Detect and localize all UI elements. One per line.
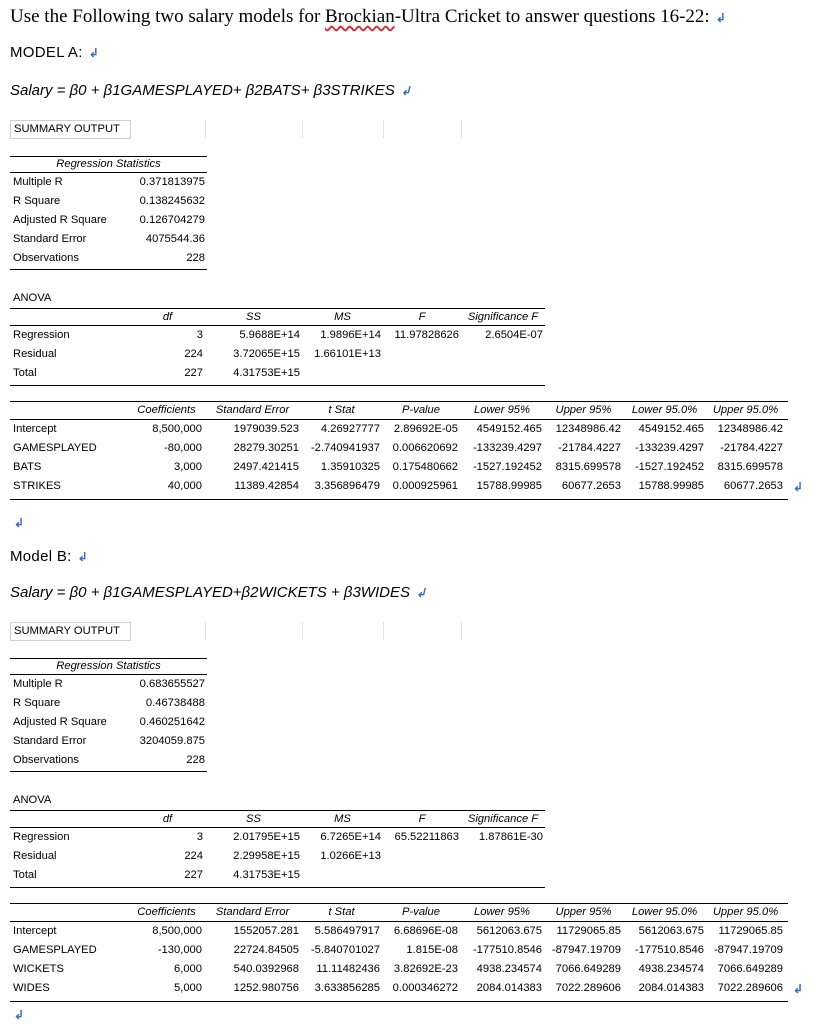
coefficient-cell: -2.740941937 [310,442,380,454]
anova-header: MS [334,813,351,825]
coefficient-cell: 4549152.465 [476,423,542,435]
coefficient-cell: -1527.192452 [634,461,704,473]
grid-line [461,622,462,640]
anova-label: ANOVA [13,794,52,806]
anova-cell: 6.7265E+14 [320,831,381,843]
table-rule [10,401,788,402]
coefficient-cell: 12348986.42 [555,423,621,435]
coefficient-row-label: Intercept [13,423,57,435]
table-rule [10,308,545,309]
coefficient-cell: 6,000 [174,963,202,975]
spellcheck-word: Brockian [325,6,395,27]
stat-label: R Square [13,195,61,207]
coefficient-cell: 8315.699578 [717,461,783,473]
coefficient-header: Upper 95% [555,404,612,416]
coefficient-cell: 1552057.281 [233,925,299,937]
coefficient-header: t Stat [328,404,355,416]
coefficient-cell: -130,000 [157,944,202,956]
model-a-equation: Salary = β0 + β1GAMESPLAYED+ β2BATS+ β3STRIKES ↲ [10,82,411,99]
anova-cell: 227 [184,869,203,881]
coefficient-cell: 5,000 [174,982,202,994]
coefficient-cell: 60677.2653 [723,480,783,492]
anova-cell: 224 [184,850,203,862]
coefficient-cell: 5612063.675 [638,925,704,937]
table-rule [10,921,788,922]
coefficient-cell: 6.68696E-08 [393,925,458,937]
coefficient-header: Standard Error [215,404,290,416]
coefficient-cell: 7022.289606 [555,982,621,994]
table-rule [10,385,545,386]
coefficient-header: Lower 95% [474,404,530,416]
anova-row-label: Total [13,869,37,881]
anova-header: Significance F [467,813,539,825]
paragraph-mark-icon: ↲ [793,982,804,996]
table-rule [10,419,788,420]
grid-line [302,622,303,640]
document-title: Use the Following two salary models for Brockian-Ultra Cricket to answer questions 16-22: ↲ [10,6,726,27]
coefficient-row-label: GAMESPLAYED [13,944,97,956]
coefficient-cell: -1527.192452 [472,461,542,473]
coefficient-cell: 0.000346272 [392,982,458,994]
stat-value: 228 [186,754,205,766]
table-rule [10,810,545,811]
coefficient-cell: 0.000925961 [392,480,458,492]
model-b-label: Model B: ↲ [10,548,88,565]
coefficient-cell: -177510.8546 [472,944,542,956]
table-rule [10,887,545,888]
coefficient-cell: 7022.289606 [717,982,783,994]
stat-label: Adjusted R Square [13,716,107,728]
grid-line [205,622,206,640]
coefficient-cell: 2084.014383 [638,982,704,994]
stat-label: Adjusted R Square [13,214,107,226]
coefficient-cell: 3.633856285 [314,982,380,994]
coefficient-cell: 0.175480662 [392,461,458,473]
grid-line [383,622,384,640]
coefficient-cell: 7066.649289 [717,963,783,975]
stat-label: R Square [13,697,61,709]
anova-header: df [162,311,173,323]
anova-cell: 1.0266E+13 [320,850,381,862]
table-rule [10,771,207,772]
stat-label: Standard Error [13,735,87,747]
coefficient-row-label: Intercept [13,925,57,937]
coefficient-cell: 15788.99985 [476,480,542,492]
anova-row-label: Regression [13,329,70,341]
anova-row-label: Residual [13,850,57,862]
coefficient-header: Upper 95% [555,906,612,918]
stat-label: Multiple R [13,678,63,690]
coefficient-cell: 4549152.465 [638,423,704,435]
anova-cell: 224 [184,348,203,360]
stat-value: 0.683655527 [139,678,205,690]
coefficient-cell: 60677.2653 [561,480,621,492]
coefficient-header: Coefficients [137,906,196,918]
coefficient-header: Lower 95.0% [631,906,698,918]
grid-line [302,120,303,138]
anova-cell: 11.97828626 [394,329,459,341]
table-rule [10,674,207,675]
table-rule [10,325,545,326]
anova-header: SS [246,311,261,323]
coefficient-cell: 3.356896479 [314,480,380,492]
table-rule [10,827,545,828]
coefficient-header: P-value [402,404,440,416]
coefficient-header: Lower 95.0% [631,404,698,416]
anova-header: F [418,813,426,825]
paragraph-mark-icon: ↲ [14,516,25,530]
coefficient-cell: -177510.8546 [634,944,704,956]
coefficient-cell: 1979039.523 [233,423,299,435]
coefficient-cell: -21784.4227 [558,442,621,454]
anova-row-label: Residual [13,348,57,360]
anova-cell: 3 [196,329,203,341]
anova-cell: 5.9688E+14 [239,329,300,341]
stat-value: 0.371813975 [139,176,205,188]
stat-label: Observations [13,754,79,766]
stat-label: Standard Error [13,233,87,245]
coefficient-cell: -133239.4297 [472,442,542,454]
anova-cell: 4.31753E+15 [233,367,300,379]
summary-output-label: SUMMARY OUTPUT [10,622,131,641]
coefficient-cell: 4938.234574 [638,963,704,975]
anova-cell: 3.72065E+15 [233,348,300,360]
coefficient-cell: 11729065.85 [718,925,783,937]
coefficient-cell: 11.11482436 [316,963,380,975]
coefficient-cell: 2084.014383 [476,982,542,994]
anova-row-label: Total [13,367,37,379]
coefficient-cell: 8,500,000 [152,423,202,435]
coefficient-header: t Stat [328,906,355,918]
table-rule [10,1001,788,1002]
stat-value: 0.46738488 [145,697,205,709]
coefficient-cell: -5.840701027 [310,944,380,956]
coefficient-cell: -133239.4297 [634,442,704,454]
coefficient-cell: 11729065.85 [556,925,621,937]
coefficient-row-label: WIDES [13,982,50,994]
table-rule [10,172,207,173]
anova-cell: 2.29958E+15 [233,850,300,862]
paragraph-mark-icon: ↲ [14,1008,25,1022]
coefficient-cell: 4.26927777 [320,423,380,435]
stat-label: Observations [13,252,79,264]
stat-value: 4075544.36 [145,233,205,245]
anova-row-label: Regression [13,831,70,843]
anova-cell: 3 [196,831,203,843]
coefficient-cell: -21784.4227 [720,442,783,454]
coefficient-cell: -87947.19709 [713,944,783,956]
coefficient-row-label: STRIKES [13,480,61,492]
coefficient-cell: 7066.649289 [555,963,621,975]
grid-line [461,120,462,138]
anova-header: df [162,813,173,825]
coefficient-cell: 22724.84505 [233,944,299,956]
coefficient-cell: 1252.980756 [233,982,299,994]
coefficient-cell: 3.82692E-23 [393,963,458,975]
anova-header: MS [334,311,351,323]
grid-line [205,120,206,138]
coefficient-cell: 15788.99985 [638,480,704,492]
coefficient-header: Coefficients [137,404,196,416]
table-rule [10,156,207,157]
coefficient-cell: 8315.699578 [555,461,621,473]
anova-label: ANOVA [13,292,52,304]
anova-header: Significance F [467,311,539,323]
model-b-equation: Salary = β0 + β1GAMESPLAYED+β2WICKETS + β3WIDES ↲ [10,584,427,601]
anova-cell: 2.6504E-07 [485,329,543,341]
paragraph-mark-icon: ↲ [415,586,427,600]
coefficient-cell: 12348986.42 [717,423,783,435]
coefficient-cell: -80,000 [164,442,202,454]
regression-statistics-header: Regression Statistics [56,158,161,170]
anova-header: SS [246,813,261,825]
coefficient-row-label: GAMESPLAYED [13,442,97,454]
anova-header: F [418,311,426,323]
coefficient-cell: 11389.42854 [234,480,299,492]
coefficient-cell: 3,000 [174,461,202,473]
table-rule [10,499,788,500]
stat-value: 228 [186,252,205,264]
coefficient-cell: 2.89692E-05 [393,423,458,435]
anova-cell: 1.87861E-30 [478,831,543,843]
summary-output-label: SUMMARY OUTPUT [10,120,131,139]
stat-value: 0.138245632 [139,195,205,207]
stat-label: Multiple R [13,176,63,188]
stat-value: 0.460251642 [139,716,205,728]
coefficient-cell: 8,500,000 [152,925,202,937]
coefficient-header: Lower 95% [474,906,530,918]
table-rule [10,269,207,270]
coefficient-cell: 4938.234574 [476,963,542,975]
coefficient-header: P-value [402,906,440,918]
coefficient-cell: 1.35910325 [320,461,380,473]
paragraph-mark-icon: ↲ [793,480,804,494]
coefficient-cell: 40,000 [167,480,202,492]
anova-cell: 1.66101E+13 [314,348,381,360]
anova-cell: 4.31753E+15 [233,869,300,881]
coefficient-cell: 1.815E-08 [406,944,458,956]
paragraph-mark-icon: ↲ [715,11,726,25]
coefficient-row-label: BATS [13,461,42,473]
table-rule [10,903,788,904]
anova-cell: 1.9896E+14 [320,329,381,341]
anova-cell: 65.52211863 [394,831,459,843]
coefficient-header: Upper 95.0% [712,906,779,918]
anova-cell: 2.01795E+15 [233,831,300,843]
anova-cell: 227 [184,367,203,379]
stat-value: 3204059.875 [139,735,205,747]
paragraph-mark-icon: ↲ [400,84,411,98]
coefficient-cell: 28279.30251 [233,442,299,454]
coefficient-header: Upper 95.0% [712,404,779,416]
coefficient-header: Standard Error [215,906,290,918]
coefficient-cell: 5612063.675 [476,925,542,937]
coefficient-cell: 540.0392968 [233,963,299,975]
paragraph-mark-icon: ↲ [88,46,100,60]
regression-statistics-header: Regression Statistics [56,660,161,672]
coefficient-cell: 5.586497917 [314,925,380,937]
coefficient-row-label: WICKETS [13,963,64,975]
model-a-label: MODEL A: ↲ [10,44,100,61]
coefficient-cell: -87947.19709 [551,944,621,956]
grid-line [383,120,384,138]
table-rule [10,658,207,659]
coefficient-cell: 0.006620692 [392,442,458,454]
coefficient-cell: 2497.421415 [233,461,299,473]
stat-value: 0.126704279 [139,214,205,226]
paragraph-mark-icon: ↲ [77,550,88,564]
